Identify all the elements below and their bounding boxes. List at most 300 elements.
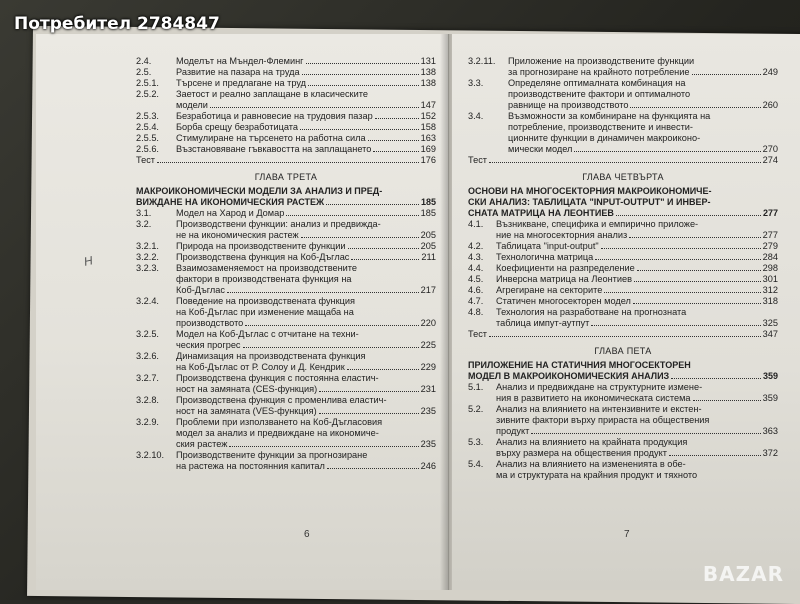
toc-entry-number: 3.1. xyxy=(136,208,152,218)
toc-entry-page: 298 xyxy=(762,263,778,273)
toc-entry-line xyxy=(176,285,436,296)
toc-leader-dots xyxy=(637,270,761,271)
toc-entry-line xyxy=(176,373,436,384)
toc-entry xyxy=(468,285,778,296)
toc-entry-line xyxy=(496,285,778,296)
toc-entry-text: Поведение на производствената функция xyxy=(176,296,356,306)
toc-entry-line xyxy=(508,67,778,78)
toc-leader-dots xyxy=(347,369,419,370)
toc-leader-dots xyxy=(326,204,419,205)
toc-entry xyxy=(468,360,778,382)
toc-entry-page: 205 xyxy=(420,230,436,240)
toc-entry-line xyxy=(468,329,778,340)
toc-entry-line xyxy=(176,78,436,89)
toc-section-chapter2-tail xyxy=(136,56,436,166)
toc-entry xyxy=(468,382,778,404)
toc-entry-number: 3.2.10. xyxy=(136,450,165,460)
toc-entry-line xyxy=(468,197,778,208)
toc-entry xyxy=(136,450,436,472)
toc-entry-number: 4.4. xyxy=(468,263,484,273)
toc-entry-line xyxy=(508,100,778,111)
toc-entry-number: 4.8. xyxy=(468,307,484,317)
toc-entry xyxy=(468,56,778,78)
toc-entry-page: 284 xyxy=(762,252,778,262)
toc-entry-text: Производствена функция с променлива еластич- xyxy=(176,395,387,405)
toc-entry-number: 4.5. xyxy=(468,274,484,284)
toc-entry-text: Безработица и равновесие на трудовия пазар xyxy=(176,111,373,121)
toc-entry-line xyxy=(176,340,436,351)
toc-entry-text: Технология на разработване на прогнозната xyxy=(496,307,687,317)
toc-entry-text: на растежа на постоянния капитал xyxy=(176,461,325,471)
toc-leader-dots xyxy=(591,325,760,326)
toc-entry-line xyxy=(508,56,778,67)
toc-entry-line xyxy=(176,296,436,307)
toc-entry-page: 325 xyxy=(762,318,778,328)
toc-entry-page: 249 xyxy=(762,67,778,77)
toc-leader-dots xyxy=(243,347,419,348)
toc-entry xyxy=(468,186,778,219)
toc-entry-line xyxy=(496,448,778,459)
toc-entry-page: 138 xyxy=(420,67,436,77)
toc-entry xyxy=(136,417,436,450)
toc-entry-number: 3.2.7. xyxy=(136,373,159,383)
toc-entry-line xyxy=(496,230,778,241)
toc-entry-text: фактори в производствената функция на xyxy=(176,274,352,284)
toc-entry-text: производствените фактори и оптималното xyxy=(508,89,691,99)
toc-entry xyxy=(136,111,436,122)
toc-entry-page: 220 xyxy=(420,318,436,328)
toc-entry-page: 211 xyxy=(421,252,436,262)
toc-leader-dots xyxy=(348,248,419,249)
toc-entry-text: Производствените функции за прогнозиране xyxy=(176,450,368,460)
toc-entry-text: Модел на Харод и Домар xyxy=(176,208,285,218)
toc-entry-text: ние на многосекторния анализ xyxy=(496,230,628,240)
toc-entry-line xyxy=(496,459,778,470)
left-page-toc xyxy=(136,56,436,472)
toc-entry-text: Производствена функция на Коб-Дъглас xyxy=(176,252,350,262)
toc-entry-page: 359 xyxy=(762,371,778,381)
toc-entry-line xyxy=(496,426,778,437)
toc-entry-number: 3.2.6. xyxy=(136,351,159,361)
toc-entry-line xyxy=(176,461,436,472)
toc-entry-page: 260 xyxy=(762,100,778,110)
toc-entry-number: 3.2.8. xyxy=(136,395,159,405)
toc-entry-text: ПРИЛОЖЕНИЕ НА СТАТИЧНИЯ МНОГОСЕКТОРЕН xyxy=(468,360,691,370)
toc-entry-number: 4.2. xyxy=(468,241,484,251)
toc-entry-number: 5.4. xyxy=(468,459,484,469)
toc-entry-line xyxy=(176,208,436,219)
toc-entry-text: Анализ и предвиждане на структурните измене- xyxy=(496,382,703,392)
toc-entry-text: Борба срещу безработицата xyxy=(176,122,298,132)
toc-entry-number: 2.5.5. xyxy=(136,133,159,143)
toc-leader-dots xyxy=(327,468,419,469)
toc-entry-line xyxy=(136,155,436,166)
toc-entry xyxy=(468,329,778,340)
toc-entry-text: Възникване, специфика и емпирично приложе- xyxy=(496,219,699,229)
toc-entry-line xyxy=(176,241,436,252)
toc-entry-number: 4.6. xyxy=(468,285,484,295)
toc-leader-dots xyxy=(351,259,419,260)
toc-entry-text: Приложение на производствените функции xyxy=(508,56,695,66)
toc-entry-line xyxy=(508,111,778,122)
toc-entry-text: ност на замяната (CES-функция) xyxy=(176,384,318,394)
toc-entry-line xyxy=(176,274,436,285)
toc-entry xyxy=(468,263,778,274)
toc-leader-dots xyxy=(229,446,418,447)
toc-entry xyxy=(136,373,436,395)
toc-entry-line xyxy=(176,67,436,78)
toc-entry-text: Коб-Дъглас xyxy=(176,285,225,295)
toc-entry-line xyxy=(176,450,436,461)
toc-entry-text: Взаимозаменяемост на производствените xyxy=(176,263,358,273)
toc-entry-page: 163 xyxy=(420,133,436,143)
toc-entry-line xyxy=(496,404,778,415)
toc-entry-text: на Коб-Дъглас при изменение мащаба на xyxy=(176,307,354,317)
toc-entry-text: Статичен многосекторен модел xyxy=(496,296,631,306)
toc-entry-line xyxy=(468,360,778,371)
toc-entry-page: 217 xyxy=(420,285,436,295)
toc-entry xyxy=(136,155,436,166)
toc-entry-page: 312 xyxy=(762,285,778,295)
chapter-heading-3: ГЛАВА ТРЕТА xyxy=(254,172,318,182)
toc-entry-number: 3.2.4. xyxy=(136,296,159,306)
toc-entry-line xyxy=(496,241,778,252)
seller-watermark: Потребител 2784847 xyxy=(14,14,220,34)
toc-entry-text: продукт xyxy=(496,426,530,436)
toc-entry-page: 158 xyxy=(420,122,436,132)
toc-entry-text: Стимулиране на търсенето на работна сила xyxy=(176,133,366,143)
toc-entry-page: 274 xyxy=(762,155,778,165)
toc-entry xyxy=(136,296,436,329)
toc-entry-text: Моделът на Мъндел-Флеминг xyxy=(176,56,304,66)
toc-section-chapter3-tail xyxy=(468,56,778,166)
toc-entry xyxy=(136,252,436,263)
toc-entry-number: 2.5.1. xyxy=(136,78,159,88)
toc-entry-text: Възстановяване гъвкавостта на заплащането xyxy=(176,144,372,154)
toc-entry-line xyxy=(496,318,778,329)
toc-entry-text: Тест xyxy=(136,155,156,165)
toc-entry-text: Таблицата "input-output" xyxy=(496,241,599,251)
toc-entry-page: 131 xyxy=(420,56,436,66)
right-page xyxy=(452,34,800,590)
toc-entry-page: 185 xyxy=(420,208,436,218)
toc-entry-line xyxy=(508,78,778,89)
toc-entry-text: ОСНОВИ НА МНОГОСЕКТОРНИЯ МАКРОИКОНОМИЧЕ- xyxy=(468,186,712,196)
toc-entry-number: 3.3. xyxy=(468,78,484,88)
toc-entry-page: 279 xyxy=(762,241,778,251)
toc-entry-line xyxy=(176,329,436,340)
toc-entry-page: 270 xyxy=(762,144,778,154)
toc-entry-line xyxy=(468,155,778,166)
toc-entry xyxy=(136,56,436,67)
toc-entry-text: ческия прогрес xyxy=(176,340,241,350)
right-page-toc xyxy=(468,56,778,481)
toc-entry-number: 5.3. xyxy=(468,437,484,447)
toc-section-chapter4 xyxy=(468,219,778,340)
toc-entry-text: Проблеми при използването на Коб-Дъгласовия xyxy=(176,417,383,427)
toc-entry-line xyxy=(496,263,778,274)
toc-entry-page: 225 xyxy=(420,340,436,350)
toc-entry-text: Търсене и предлагане на труд xyxy=(176,78,307,88)
bazar-logo: BAZAR xyxy=(702,562,784,586)
toc-entry xyxy=(136,89,436,111)
toc-leader-dots xyxy=(319,391,418,392)
toc-entry-text: Технологична матрица xyxy=(496,252,594,262)
toc-entry-line xyxy=(496,437,778,448)
toc-leader-dots xyxy=(693,400,761,401)
toc-entry-line xyxy=(176,307,436,318)
toc-entry-line xyxy=(496,296,778,307)
page-number-left: 6 xyxy=(304,529,310,540)
toc-entry-page: 235 xyxy=(420,406,436,416)
toc-leader-dots xyxy=(319,413,419,414)
toc-entry-page: 277 xyxy=(762,208,778,218)
toc-entry xyxy=(136,351,436,373)
toc-entry-page: 246 xyxy=(420,461,436,471)
toc-entry xyxy=(136,395,436,417)
toc-leader-dots xyxy=(633,303,761,304)
toc-leader-dots xyxy=(574,151,760,152)
toc-section-chapter5 xyxy=(468,382,778,481)
toc-entry-page: 205 xyxy=(420,241,436,251)
toc-entry xyxy=(468,307,778,329)
toc-entry-number: 3.2.5. xyxy=(136,329,159,339)
toc-entry-page: 301 xyxy=(762,274,778,284)
toc-leader-dots xyxy=(157,162,419,163)
toc-leader-dots xyxy=(286,215,418,216)
toc-leader-dots xyxy=(669,455,761,456)
toc-leader-dots xyxy=(671,378,761,379)
handwritten-margin-note: H xyxy=(82,253,95,269)
toc-leader-dots xyxy=(692,74,761,75)
toc-entry-page: 229 xyxy=(420,362,436,372)
toc-leader-dots xyxy=(375,118,419,119)
toc-entry xyxy=(468,437,778,459)
toc-entry xyxy=(468,296,778,307)
toc-entry-page: 347 xyxy=(762,329,778,339)
toc-entry-line xyxy=(176,219,436,230)
toc-entry-line xyxy=(508,133,778,144)
toc-entry xyxy=(468,459,778,481)
toc-entry xyxy=(136,122,436,133)
toc-entry-text: ционните функции в динамичен макроиконо- xyxy=(508,133,701,143)
toc-entry xyxy=(136,78,436,89)
toc-entry-line xyxy=(176,56,436,67)
toc-entry-line xyxy=(496,470,778,481)
toc-leader-dots xyxy=(604,292,760,293)
toc-entry-text: МАКРОИКОНОМИЧЕСКИ МОДЕЛИ ЗА АНАЛИЗ И ПРЕД- xyxy=(136,186,383,196)
toc-entry-line xyxy=(496,274,778,285)
toc-entry-line xyxy=(496,393,778,404)
toc-entry-line xyxy=(176,133,436,144)
toc-entry-text: за прогнозиране на крайното потребление xyxy=(508,67,690,77)
toc-entry-line xyxy=(496,252,778,263)
toc-entry-text: модели xyxy=(176,100,208,110)
toc-leader-dots xyxy=(630,107,760,108)
toc-entry xyxy=(468,404,778,437)
toc-entry-line xyxy=(176,351,436,362)
toc-entry-text: върху размера на обществения продукт xyxy=(496,448,667,458)
toc-entry-page: 138 xyxy=(420,78,436,88)
toc-entry-line xyxy=(176,384,436,395)
toc-entry-page: 235 xyxy=(420,439,436,449)
toc-entry xyxy=(468,274,778,285)
toc-entry-line xyxy=(468,186,778,197)
toc-entry-page: 152 xyxy=(420,111,436,121)
toc-entry xyxy=(468,241,778,252)
toc-entry-text: производството xyxy=(176,318,244,328)
toc-entry-text: Заетост и реално заплащане в класическите xyxy=(176,89,368,99)
toc-entry-line xyxy=(496,415,778,426)
toc-leader-dots xyxy=(308,85,419,86)
toc-entry-page: 318 xyxy=(762,296,778,306)
toc-entry-line xyxy=(176,395,436,406)
toc-entry-text: таблица импут-аутпут xyxy=(496,318,590,328)
toc-entry-text: Тест xyxy=(468,155,488,165)
toc-leader-dots xyxy=(302,74,419,75)
toc-entry-text: равнище на производството xyxy=(508,100,629,110)
toc-entry-line xyxy=(508,89,778,100)
toc-entry-line xyxy=(176,111,436,122)
toc-leader-dots xyxy=(306,63,419,64)
toc-entry xyxy=(136,144,436,155)
toc-entry-line xyxy=(136,186,436,197)
toc-entry-text: Анализ на влиянието на интензивните и екстен- xyxy=(496,404,702,414)
toc-leader-dots xyxy=(601,248,761,249)
toc-entry-text: ния в развитието на икономическата система xyxy=(496,393,691,403)
toc-section-chapter3 xyxy=(136,208,436,472)
toc-entry-line xyxy=(176,89,436,100)
toc-entry-page: 231 xyxy=(420,384,436,394)
left-page xyxy=(36,34,449,590)
toc-leader-dots xyxy=(489,162,761,163)
toc-leader-dots xyxy=(368,140,419,141)
toc-leader-dots xyxy=(373,151,418,152)
toc-entry-line xyxy=(176,144,436,155)
toc-entry-line xyxy=(176,406,436,417)
toc-entry-text: Анализ на влиянието на измененията в обе- xyxy=(496,459,686,469)
toc-entry-text: на Коб-Дъглас от Р. Солоу и Д. Кендрик xyxy=(176,362,345,372)
toc-entry xyxy=(468,219,778,241)
toc-entry-number: 3.4. xyxy=(468,111,484,121)
toc-entry-line xyxy=(176,439,436,450)
toc-entry-text: Определяне оптималната комбинация на xyxy=(508,78,686,88)
toc-entry-page: 363 xyxy=(762,426,778,436)
toc-entry-number: 2.5.4. xyxy=(136,122,159,132)
toc-entry-text: Агрегиране на секторите xyxy=(496,285,603,295)
toc-entry-text: Инверсна матрица на Леонтиев xyxy=(496,274,632,284)
toc-leader-dots xyxy=(210,107,419,108)
toc-entry xyxy=(136,67,436,78)
toc-entry-text: модел за анализ и предвиждане на икономиче- xyxy=(176,428,379,438)
toc-entry xyxy=(136,329,436,351)
toc-entry xyxy=(136,241,436,252)
toc-entry-line xyxy=(136,197,436,208)
toc-entry xyxy=(136,186,436,208)
toc-entry-line xyxy=(176,362,436,373)
toc-entry-text: ност на замяната (VES-функция) xyxy=(176,406,317,416)
toc-entry-page: 277 xyxy=(762,230,778,240)
toc-entry-text: Анализ на влиянието на крайната продукция xyxy=(496,437,688,447)
toc-entry-line xyxy=(468,208,778,219)
toc-leader-dots xyxy=(489,336,761,337)
toc-entry-page: 169 xyxy=(420,144,436,154)
toc-entry-text: МОДЕЛ В МАКРОИКОНОМИЧЕСКИЯ АНАЛИЗ xyxy=(468,371,670,381)
chapter-title-4 xyxy=(468,186,778,219)
toc-entry-text: ВИЖДАНЕ НА ИКОНОМИЧЕСКИЯ РАСТЕЖ xyxy=(136,197,325,207)
toc-entry-line xyxy=(508,122,778,133)
toc-entry-line xyxy=(176,230,436,241)
toc-leader-dots xyxy=(301,237,419,238)
toc-entry xyxy=(136,219,436,241)
toc-entry-page: 176 xyxy=(420,155,436,165)
toc-entry-number: 3.2.1. xyxy=(136,241,159,251)
toc-entry xyxy=(136,208,436,219)
toc-entry-text: мически модел xyxy=(508,144,573,154)
toc-entry-line xyxy=(176,263,436,274)
toc-entry-line xyxy=(496,219,778,230)
toc-leader-dots xyxy=(629,237,760,238)
toc-entry-number: 3.2. xyxy=(136,219,152,229)
toc-entry-page: 185 xyxy=(420,197,436,207)
toc-entry-number: 3.2.9. xyxy=(136,417,159,427)
toc-entry-line xyxy=(468,371,778,382)
toc-entry-page: 147 xyxy=(420,100,436,110)
toc-entry-line xyxy=(176,318,436,329)
toc-entry-text: ския растеж xyxy=(176,439,228,449)
toc-entry-number: 2.5. xyxy=(136,67,152,77)
toc-leader-dots xyxy=(245,325,418,326)
toc-entry-text: Модел на Коб-Дъглас с отчитане на техни- xyxy=(176,329,359,339)
toc-entry xyxy=(468,111,778,155)
toc-entry-text: СНАТА МАТРИЦА НА ЛЕОНТИЕВ xyxy=(468,208,614,218)
toc-leader-dots xyxy=(595,259,760,260)
toc-entry-line xyxy=(176,122,436,133)
chapter-heading-5: ГЛАВА ПЕТА xyxy=(594,346,652,356)
toc-entry-number: 2.5.3. xyxy=(136,111,159,121)
toc-entry-text: Динамизация на производствената функция xyxy=(176,351,366,361)
toc-entry-number: 5.2. xyxy=(468,404,484,414)
toc-entry-number: 4.7. xyxy=(468,296,484,306)
toc-entry-text: Развитие на пазара на труда xyxy=(176,67,300,77)
toc-entry-text: Тест xyxy=(468,329,488,339)
toc-entry-page: 372 xyxy=(762,448,778,458)
chapter-title-3 xyxy=(136,186,436,208)
toc-leader-dots xyxy=(531,433,760,434)
toc-entry-text: Производствена функция с постоянна еластич- xyxy=(176,373,379,383)
toc-leader-dots xyxy=(616,215,761,216)
toc-entry-page: 359 xyxy=(762,393,778,403)
toc-leader-dots xyxy=(634,281,761,282)
toc-entry-text: ма и структурата на крайния продукт и тяхното xyxy=(496,470,698,480)
toc-leader-dots xyxy=(300,129,419,130)
toc-entry-text: Природа на производствените функции xyxy=(176,241,346,251)
toc-entry-line xyxy=(176,100,436,111)
toc-entry-number: 3.2.11. xyxy=(468,56,496,66)
toc-entry-number: 3.2.3. xyxy=(136,263,159,273)
toc-entry-line xyxy=(508,144,778,155)
page-number-right: 7 xyxy=(624,529,630,540)
toc-entry-number: 2.4. xyxy=(136,56,152,66)
toc-entry xyxy=(468,252,778,263)
toc-entry xyxy=(468,78,778,111)
toc-entry-number: 5.1. xyxy=(468,382,484,392)
toc-entry-text: Възможности за комбиниране на функцията на xyxy=(508,111,711,121)
toc-entry-line xyxy=(496,307,778,318)
toc-entry-text: Коефициенти на разпределение xyxy=(496,263,635,273)
toc-entry xyxy=(136,133,436,144)
toc-entry-text: потребление, производствените и инвести- xyxy=(508,122,693,132)
